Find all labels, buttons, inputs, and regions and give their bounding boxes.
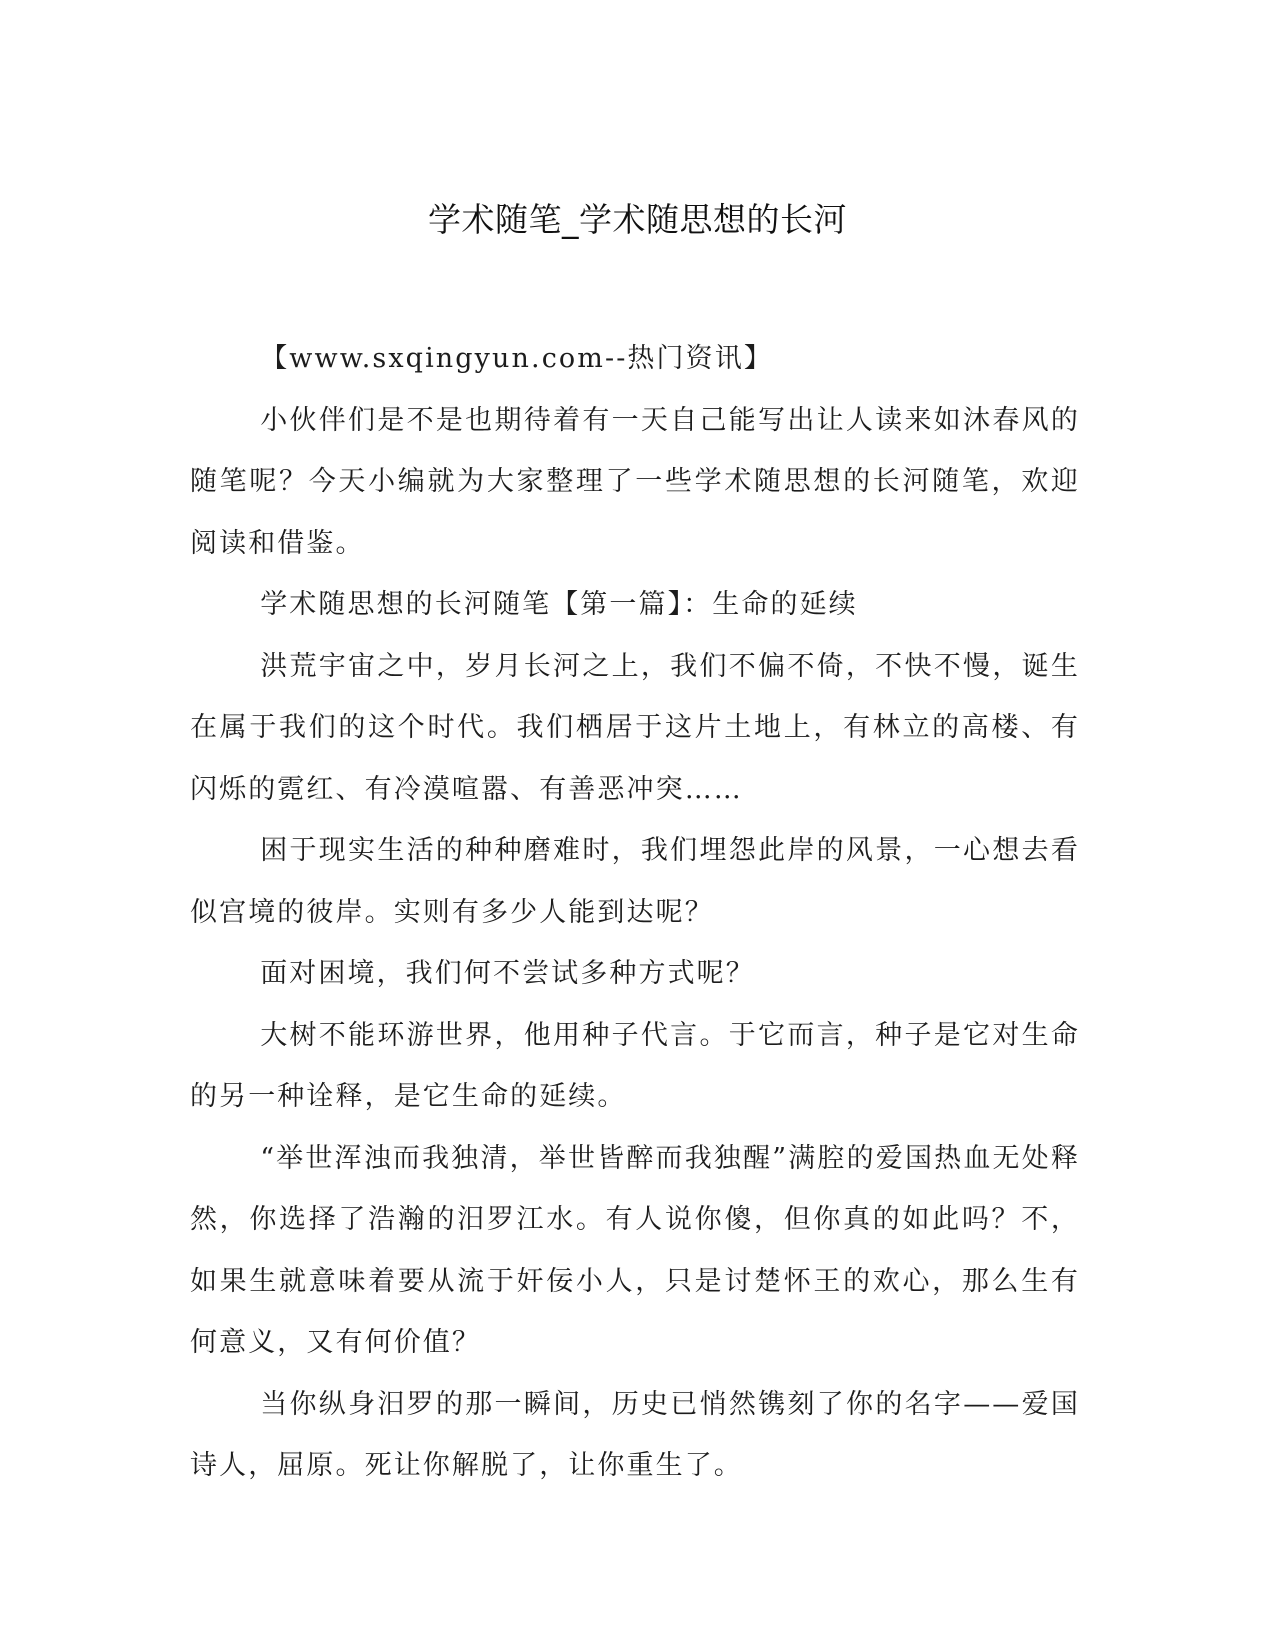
body-paragraph: “举世浑浊而我独清，举世皆醉而我独醒”满腔的爱国热血无处释然，你选择了浩瀚的汨罗江水。有人说你傻，但你真的如此吗？不，如果生就意味着要从流于奸佞小人，只是讨楚怀王的欢心，那么生有何意义，又有何价值？ <box>190 1142 1080 1358</box>
body-paragraph: 面对困境，我们何不尝试多种方式呢？ <box>260 958 755 989</box>
source-line: 【www.sxqingyun.com--热门资讯】 <box>260 343 773 374</box>
page-title: 学术随笔_学术随思想的长河 <box>428 200 847 239</box>
body-paragraph: 当你纵身汨罗的那一瞬间，历史已悄然镌刻了你的名字——爱国诗人，屈原。死让你解脱了，让你重生了。 <box>190 1388 1080 1481</box>
body-paragraph: 洪荒宇宙之中，岁月长河之上，我们不偏不倚，不快不慢，诞生在属于我们的这个时代。我们栖居于这片土地上，有林立的高楼、有闪烁的霓红、有冷漠喧嚣、有善恶冲突…… <box>190 650 1080 805</box>
section-heading: 学术随思想的长河随笔【第一篇】：生命的延续 <box>260 589 858 620</box>
document-body <box>190 328 1080 1497</box>
body-paragraph: 大树不能环游世界，他用种子代言。于它而言，种子是它对生命的另一种诠释，是它生命的延续。 <box>190 1019 1080 1112</box>
intro-paragraph: 小伙伴们是不是也期待着有一天自己能写出让人读来如沐春风的随笔呢？今天小编就为大家整理了一些学术随思想的长河随笔，欢迎阅读和借鉴。 <box>190 404 1080 559</box>
body-paragraph: 困于现实生活的种种磨难时，我们埋怨此岸的风景，一心想去看似宫境的彼岸。实则有多少人能到达呢？ <box>190 835 1080 928</box>
